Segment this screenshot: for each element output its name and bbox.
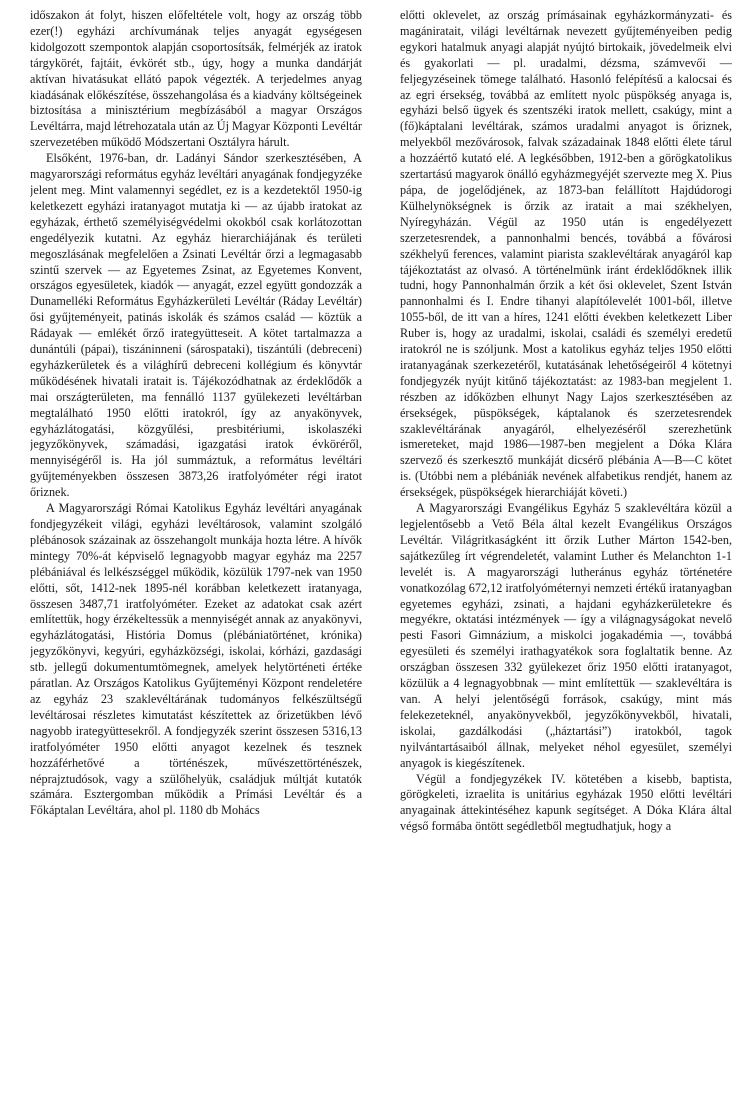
paragraph: előtti oklevelet, az ország prímásainak egyházkormányzati- és magániratait, világi levéltárnak nevezett gyűjteményeiben pedig egykori hatalmuk anyagi alapját nyújtó birtokaik, jövedelmeik elvi és gyakorlati — pl. uradalmi, dézsma, számvevői — feljegyzéseinek tömege található. Hasonló felépítésű a kalocsai és az egri érsekség, továbbá az említett nyolc püspökség anyaga is, egyházi belső ügyek és szentszéki iratok mellett, csakúgy, mint a (fő)káptalani levéltárak, számos uradalmi anyagot is őriznek, melyekből mezővárosok, falvak századainak 1848 előtti élete tárul a hozzáértő kutató elé. A legkésőbben, 1912-ben a görögkatolikus szertartású magyarok önálló egyházmegyéjét szervezte meg X. Pius pápa, de jogelődjének, az 1873-ban felállított Hajdúdorogi Külhelynökségnek is őrzik az iratait a mai székhelyen, Nyíregyházán. Végül az 1950 után is engedélyezett szerzetesrendek, a pannonhalmi bencés, továbbá a fővárosi székhelyű ferences, valamint piarista szaklevéltárak anyagáról kap tájékoztatást az olvasó. A történelmünk iránt érdeklődőknek illik tudni, hogy Pannonhalmán őrzik a két ősi oklevelet, Szent István pannonhalmi és I. Endre tihanyi alapítólevelét 1001-ből, illetve 1055-ből, de itt van a híres, 1241 előtti években keletkezett Liber Ruber is, hogy az uradalmi, iskolai, családi és személyi eredetű iratokról ne is szóljunk. Most a katolikus egyház teljes 1950 előtti iratanyagának szerkezetéről, kutatásának lehetőségeiről 4 kötetnyi fondjegyzék nyújt kitűnő tájékoztatást: az 1983-ban megjelent 1. részben az időközben elhunyt Nagy Lajos szerkesztésében az érsekségek, püspökségek, káptalanok és szerzetesrendek szaklevéltárának anyagáról, elhelyezéséről szerezhetünk ismereteket, majd 1986—1987-ben megjelent a Dóka Klára szervező és szerkesztő munkáját dicsérő plébánia A—B—C kötet is. (Utóbbi nem a plébániák nevének alfabetikus rendjét, hanem az érsekségek, püspökségek hierarchiáját követi.) <box>400 8 732 500</box>
paragraph: A Magyarországi Római Katolikus Egyház levéltári anyagának fondjegyzékeit világi, egyházi levéltárosok, valamint szolgáló plébánosok százainak az összehangolt munkája hozta létre. A hívők mintegy 70%-át képviselő legnagyobb magyar egyház ma 2257 plébániával és lelkészséggel működik, közülük 1797-nek van 1950 előtti, sőt, 1412-nek 1895-nél korábban keletkezett iratanyaga, összesen 3487,71 iratfolyóméter. Ezeket az adatokat csak azért említettük, hogy érzékeltessük a mennyiségét annak az anyakönyvi, egyházlátogatási, História Domus (plébániatörténet, krónika) jegyzőkönyvi, kegyúri, egyházközségi, iskolai, kórházi, gazdasági stb. jellegű dokumentumtömegnek, amelyek helytörténeti értéke páratlan. Az Országos Katolikus Gyűjteményi Központ rendeletére az egyház 23 szaklevéltárának tudományos felkészültségű levéltárosai részletes kimutatást készítettek az őrizetükben lévő nagyobb irategyüttesekről. A fondjegyzék szerint összesen 5316,13 iratfolyóméter 1950 előtti anyagot kezelnek és tesznek hozzáférhetővé a történészek, művészettörténészek, néprajztudósok, vagy a szülőhelyük, családjuk múltját kutatók számára. Esztergomban működik a Prímási Levéltár és a Főkáptalan Levéltára, ahol pl. 1180 db Mohács <box>30 501 362 818</box>
left-column <box>30 8 362 1107</box>
paragraph: A Magyarországi Evangélikus Egyház 5 szaklevéltára közül a legjelentősebb a Vető Béla által kezelt Evangélikus Országos Levéltár. Világritkaságként itt őrzik Luther Márton 1542-ben, sajátkezűleg írt végrendeletét, valamint Luther és Melanchton 1-1 levelét is. A magyarországi lutheránus egyház történetére vonatkozólag 672,12 iratfolyóméternyi nemzeti értékű iratanyagban egyetemes egyházi, zsinati, a hajdani egyházkerületekre és megyékre, oktatási intézmények — így a világnagyságokat nevelő pesti Fasori Gimnázium, a miskolci jogakadémia —, továbbá egyesületi és személyi irathagyatékok sora foglaltatik benne. Az országban összesen 332 gyülekezet őriz 1950 előtti iratanyagot, közülük a 4 legnagyobbnak — mint említettük — szaklevéltára is van. A helyi jelentőségű források, csakúgy, mint más felekezeteknél, anyakönyvekből, jegyzőkönyvekből, hivatali, iskolai, gazdálkodási („háztartási”) iratokból, tagok nyilvántartásaiból állnak, melyeket néhol egyesület, személyi anyagok is kiegészítenek. <box>400 501 732 770</box>
paragraph: Elsőként, 1976-ban, dr. Ladányi Sándor szerkesztésében, A magyarországi református egyház levéltári anyagának fondjegyzéke jelent meg. Mint valamennyi segédlet, ez is a kezdetektől 1950-ig keletkezett egyházi iratanyagot mutatja ki — az újabb iratokat az egyházak, érthető személyiségvédelmi okokból csak korlátozottan engedélyezik kutatni. Az egyház hierarchiájának és területi megoszlásának megfelelően a Zsinati Levéltár őrzi a legmagasabb szintű szervek — az Egyetemes Zsinat, az Egyetemes Konvent, országos egyesületek, kiadók — anyagát, ezzel együtt gondozzák a Dunamelléki Református Egyházkerületi Levéltár (Ráday Levéltár) ősi gyűjteményeit, patinás iskolák és számos család — köztük a Rádayak — emlékét őrző irategyütteseit. A kötet tartalmazza a dunántúli (pápai), tiszáninneni (sárospataki), tiszántúli (debreceni) egyházkerületek és a világhírű debreceni kollégium és könyvtár működésének hivatali iratait is. Tájékozódhatnak az érdeklődők a mai országterületen, ma fennálló 1137 gyülekezeti levéltárban megtalálható 1950 előtti iratokról, így az anyakönyvek, egyházlátogatási, közgyűlési, presbitériumi, iskolaszéki jegyzőkönyvek, számadási, igazgatási iratok évköréről, mennyiségéről is. Ha jól summáztuk, a református levéltári gyűjteményekben összesen 3873,26 iratfolyóméter régi iratot őriznek. <box>30 151 362 500</box>
right-column <box>400 8 732 1107</box>
paragraph: időszakon át folyt, hiszen előfeltétele volt, hogy az ország több ezer(!) egyházi archívumának teljes anyagát egységesen kidolgozott szempontok alapján csoportosítsák, felmérjék az iratok tárgykörét, fajtáit, évkörét stb., úgy, hogy a munka dandárját aktívan hivatásukat ellátó papok végezték. A terjedelmes anyag kiadásának előkészítése, összehangolása és a kiadvány költségeinek biztosítása a minisztérium megbízásából a magyar Országos Levéltárra, majd létrehozatala után az Új Magyar Központi Levéltár szervezetében működő Módszertani Osztályra hárult. <box>30 8 362 150</box>
paragraph: Végül a fondjegyzékek IV. kötetében a kisebb, baptista, görögkeleti, izraelita is unitárius egyházak 1950 előtti levéltári anyagainak áttekintéséhez kapunk segítséget. A Dóka Klára által végső formába öntött segédletből megtudhatjuk, hogy a <box>400 771 732 834</box>
